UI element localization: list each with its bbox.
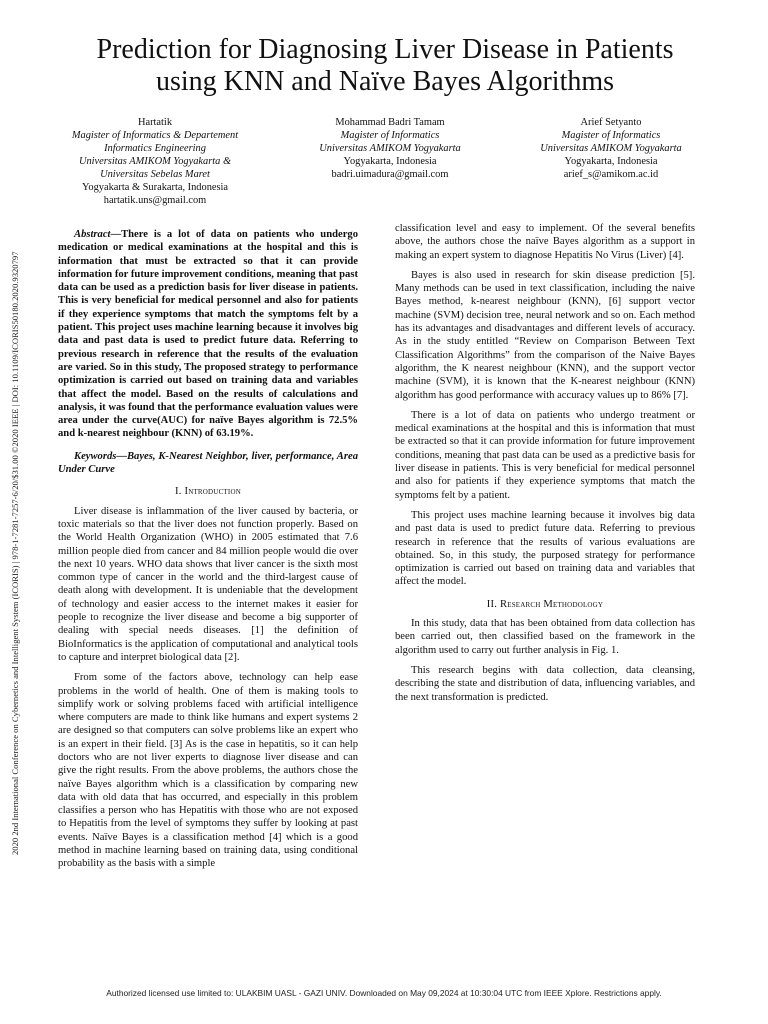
author-location: Yogyakarta, Indonesia: [564, 156, 658, 167]
author-affiliation: Universitas Sebelas Maret: [100, 169, 210, 180]
body-paragraph: Bayes is also used in research for skin disease prediction [5]. Many methods can be used in text classification, including the naive Bayes method, k-nearest neighbour (KNN), [6] support vector machine (SVM) decision tree, neural network and so on. Each method has its advantages and disadvantages and different levels of accuracy. As in the study entitled “Review on Comparison Between Text Classification Algorithms” from the comparison of the Naive Bayes algorithm, the K nearest neighbour (KNN), and the support vector machine (SVM), it is known that the K-nearest neighbour (KNN) algorithm has good performance with accuracy values up to 86% [7].: [395, 269, 695, 401]
author-affiliation: Universitas AMIKOM Yogyakarta: [319, 143, 461, 154]
conference-doi-sidebar: 2020 2nd International Conference on Cybernetics and Intelligent System (ICORIS) | 978-1-7281-7257-6/20/$31.00 ©2020 IEEE | DOI: 10.1109/ICORIS50180.2020.9320797: [10, 251, 20, 855]
author-email: badri.uimadura@gmail.com: [331, 169, 449, 180]
keywords: [58, 450, 358, 477]
title-line-2: using KNN and Naïve Bayes Algorithms: [155, 66, 615, 97]
abstract-text: —There is a lot of data on patients who undergo medication or medical examinations at the hospital and this is information that must be extracted so that it can provide information for future improvement conditions, meaning that past data can be used as a prediction basis for liver disease in patients. This is very beneficial for medical personnel and also for patients if they experience symptoms that match the symptoms felt by a patient. This project uses machine learning because it involves big data and past data is used to predict future data. Referring to previous research in reference that the results of the evaluation are varied. So in this study, The proposed strategy to performance optimization is carried out based on training data and variables that affect the model. Based on the results of calculations and analysis, it was found that the performance evaluation values were area under the curve(AUC) for naïve Bayes algorithm is 72.5% and k-nearest neighbour (KNN) of 63.19%.: [58, 229, 358, 440]
author-name: Arief Setyanto: [580, 117, 642, 128]
author-affiliation: Universitas AMIKOM Yogyakarta &: [78, 156, 232, 167]
section-heading-methodology: II. Research Methodology: [486, 598, 604, 610]
keywords-text: —Bayes, K-Nearest Neighbor, liver, performance, Area Under Curve: [58, 450, 358, 476]
continued-paragraph: classification level and easy to implement. Of the several benefits above, the authors chose the naïve Bayes algorithm as a support in making an expert system to diagnose Hepatitis No Virus (Liver) [4].: [395, 223, 695, 261]
author-name: Hartatik: [137, 117, 173, 128]
abstract: [58, 228, 358, 441]
author-location: Yogyakarta, Indonesia: [343, 156, 437, 167]
author-hartatik: [50, 116, 260, 207]
author-affiliation: Magister of Informatics: [340, 130, 440, 141]
section-heading-introduction: I. Introduction: [175, 486, 241, 498]
author-tamam: [285, 116, 495, 181]
abstract-label: Abstract: [74, 229, 111, 240]
right-column: [395, 222, 695, 942]
license-footer: Authorized licensed use limited to: ULAKBIM UASL - GAZI UNIV. Downloaded on May 09,2024 at 10:30:04 UTC from IEEE Xplore. Restrictions apply.: [106, 988, 662, 998]
title-line-1: Prediction for Diagnosing Liver Disease in Patients: [96, 34, 674, 65]
author-affiliation: Informatics Engineering: [104, 143, 206, 154]
left-column: [58, 228, 358, 948]
body-paragraph: This project uses machine learning because it involves big data and past data is used to predict future data. Referring to previous research in reference that the results of various evaluations are obtained. So, in this study, the purposed strategy for performance optimization is carried out based on training data and variables that affect the model.: [395, 509, 695, 588]
author-setyanto: [506, 116, 716, 181]
author-affiliation: Magister of Informatics: [561, 130, 661, 141]
author-block: [50, 116, 730, 216]
intro-paragraph: From some of the factors above, technology can help ease problems in the world of health. One of them is making tools to simplify work or solving problems faced with artificial intelligence where computers are made to think like humans and expert systems 2 are designed so that computers can solve problems like an expert who is an expert in their field. [3] As is the case in hepatitis, so it can help doctors who are not liver experts to diagnose liver disease and can give the right results. From the above problems, the authors chose the naïve Bayes algorithm which is a classification by comparing new data with old data that has occurred, and especially in this problem classifies a person who has Hepatitis with those who are not exposed to Hepatitis from the level of symptoms they suffer by looking at past events. Naïve Bayes is a classification method [4] which is a good method in machine learning based on training data, using conditional probability as the basis with a simple: [58, 672, 358, 870]
intro-paragraph: Liver disease is inflammation of the liver caused by bacteria, or toxic materials so that the liver does not function properly. Based on the World Health Organization (WHO) in 2005 estimated that 7.6 million people died from cancer and 84 million people would die over the next 10 years. WHO data shows that liver cancer is the sixth most common type of cancer in the world and the third-largest cause of death along with development. It is undeniable that the development of technology and easier access to the internet makes it easier for people to recognize the liver disease and become a big supporter of dealing with special needs diseases. [1] the definition of BioInformatics is the application of computational and analytical tools to capture and interpret biological data [2].: [58, 505, 358, 663]
body-paragraph: There is a lot of data on patients who undergo treatment or medical examinations at the hospital and this is information that must be extracted so that it can provide information for future improvement conditions, meaning that past data can be used as a predictive basis for liver disease in patients. This is very beneficial for medical personnel and also for patients if they experience symptoms that match the symptoms felt by a patient.: [395, 409, 695, 501]
author-affiliation: Universitas AMIKOM Yogyakarta: [540, 143, 682, 154]
paper-title: [40, 34, 730, 98]
author-name: Mohammad Badri Tamam: [335, 117, 445, 128]
author-location: Yogyakarta & Surakarta, Indonesia: [81, 182, 229, 193]
methodology-paragraph: This research begins with data collection, data cleansing, describing the state and distribution of data, influencing variables, and the next transformation is predicted.: [395, 664, 695, 703]
author-email: hartatik.uns@gmail.com: [103, 195, 207, 206]
keywords-label: Keywords: [74, 450, 117, 462]
methodology-paragraph: In this study, data that has been obtained from data collection has been carried out, then classified based on the framework in the algorithm used to carry out further analysis in Fig. 1.: [395, 618, 695, 656]
author-email: arief_s@amikom.ac.id: [563, 169, 659, 180]
author-affiliation: Magister of Informatics & Departement: [71, 130, 239, 141]
